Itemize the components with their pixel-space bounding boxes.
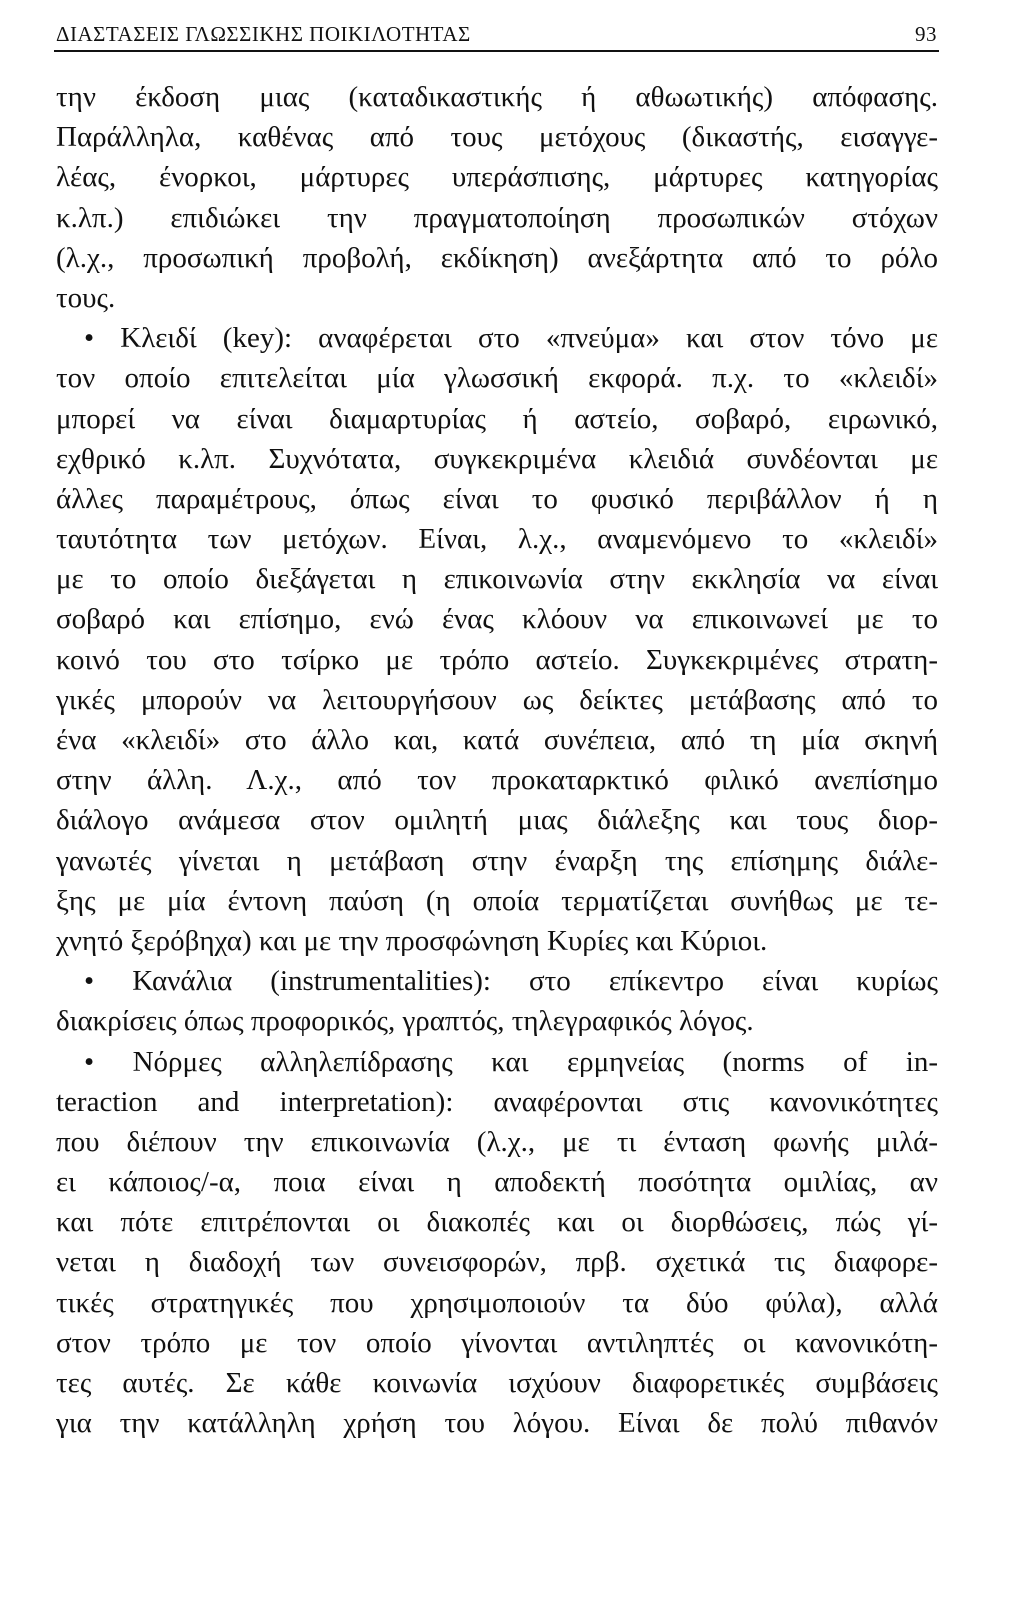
- text-line: τες αυτές. Σε κάθε κοινωνία ισχύουν διαφορετικές συμβάσεις: [56, 1367, 938, 1399]
- text-line: και πότε επιτρέπονται οι διακοπές και οι διορθώσεις, πώς γί-: [56, 1206, 938, 1239]
- text-line: ξης με μία έντονη παύση (η οποία τερματίζεται συνήθως με τε-: [56, 884, 938, 917]
- text-line: κ.λπ.) επιδιώκει την πραγματοποίηση προσωπικών στόχων: [56, 201, 938, 234]
- text-line: teraction and interpretation): αναφέρονται στις κανονικότητες: [56, 1085, 938, 1118]
- text-line: ταυτότητα των μετόχων. Είναι, λ.χ., αναμενόμενο το «κλειδί»: [56, 523, 938, 556]
- bullet-norms: • Νόρμες αλληλεπίδρασης και ερμηνείας (norms of in-: [84, 1045, 938, 1078]
- running-header: [54, 18, 939, 52]
- running-title: ΔΙΑΣΤΑΣΕΙΣ ΓΛΩΣΣΙΚΗΣ ΠΟΙΚΙΛΟΤΗΤΑΣ: [56, 22, 471, 46]
- text-line: σοβαρό και επίσημο, ενώ ένας κλόουν να επικοινωνεί με το: [56, 603, 938, 636]
- text-line: στον τρόπο με τον οποίο γίνονται αντιληπτές οι κανονικότη-: [56, 1326, 938, 1359]
- bullet-key: • Κλειδί (key): αναφέρεται στο «πνεύμα» και στον τόνο με: [84, 322, 938, 355]
- text-line: κοινό του στο τσίρκο με τρόπο αστείο. Συγκεκριμένες στρατη-: [56, 643, 938, 676]
- text-line: τικές στρατηγικές που χρησιμοποιούν τα δύο φύλα), αλλά: [56, 1286, 938, 1319]
- text-line: λέας, ένορκοι, μάρτυρες υπεράσπισης, μάρτυρες κατηγορίας: [56, 161, 938, 194]
- bullet-channels: • Κανάλια (instrumentalities): στο επίκεντρο είναι κυρίως: [84, 965, 938, 998]
- text-line: τους.: [56, 281, 116, 314]
- text-line: στην άλλη. Λ.χ., από τον προκαταρκτικό φιλικό ανεπίσημο: [56, 764, 938, 797]
- text-line: νεται η διαδοχή των συνεισφορών, πρβ. σχετικά τις διαφορε-: [56, 1246, 938, 1279]
- text-line: διακρίσεις όπως προφορικός, γραπτός, τηλεγραφικός λόγος.: [56, 1005, 754, 1038]
- text-line: που διέπουν την επικοινωνία (λ.χ., με τι ένταση φωνής μιλά-: [56, 1125, 938, 1158]
- text-line: με το οποίο διεξάγεται η επικοινωνία στην εκκλησία να είναι: [56, 563, 938, 596]
- text-line: ένα «κλειδί» στο άλλο και, κατά συνέπεια, από τη μία σκηνή: [56, 724, 938, 756]
- text-line: Παράλληλα, καθένας από τους μετόχους (δικαστής, εισαγγε-: [56, 121, 938, 154]
- text-line: διάλογο ανάμεσα στον ομιλητή μιας διάλεξης και τους διορ-: [56, 804, 938, 837]
- text-line: γανωτές γίνεται η μετάβαση στην έναρξη της επίσημης διάλε-: [56, 844, 938, 877]
- text-line: χνητό ξερόβηχα) και με την προσφώνηση Κυρίες και Κύριοι.: [56, 924, 768, 957]
- text-line: τον οποίο επιτελείται μία γλωσσική εκφορά. π.χ. το «κλειδί»: [56, 362, 938, 395]
- text-line: (λ.χ., προσωπική προβολή, εκδίκηση) ανεξάρτητα από το ρόλο: [56, 241, 938, 274]
- text-line: την έκδοση μιας (καταδικαστικής ή αθωωτικής) απόφασης.: [56, 81, 938, 113]
- text-line: για την κατάλληλη χρήση του λόγου. Είναι δε πολύ πιθανόν: [56, 1407, 938, 1440]
- text-line: γικές μπορούν να λειτουργήσουν ως δείκτες μετάβασης από το: [56, 683, 938, 716]
- body-text: [56, 77, 938, 1443]
- text-line: ει κάποιος/-α, ποια είναι η αποδεκτή ποσότητα ομιλίας, αν: [56, 1166, 938, 1199]
- text-line: άλλες παραμέτρους, όπως είναι το φυσικό περιβάλλον ή η: [56, 482, 938, 515]
- text-line: εχθρικό κ.λπ. Συχνότατα, συγκεκριμένα κλειδιά συνδέονται με: [56, 442, 938, 475]
- page-number: 93: [915, 22, 937, 46]
- text-line: μπορεί να είναι διαμαρτυρίας ή αστείο, σοβαρό, ειρωνικό,: [56, 402, 938, 435]
